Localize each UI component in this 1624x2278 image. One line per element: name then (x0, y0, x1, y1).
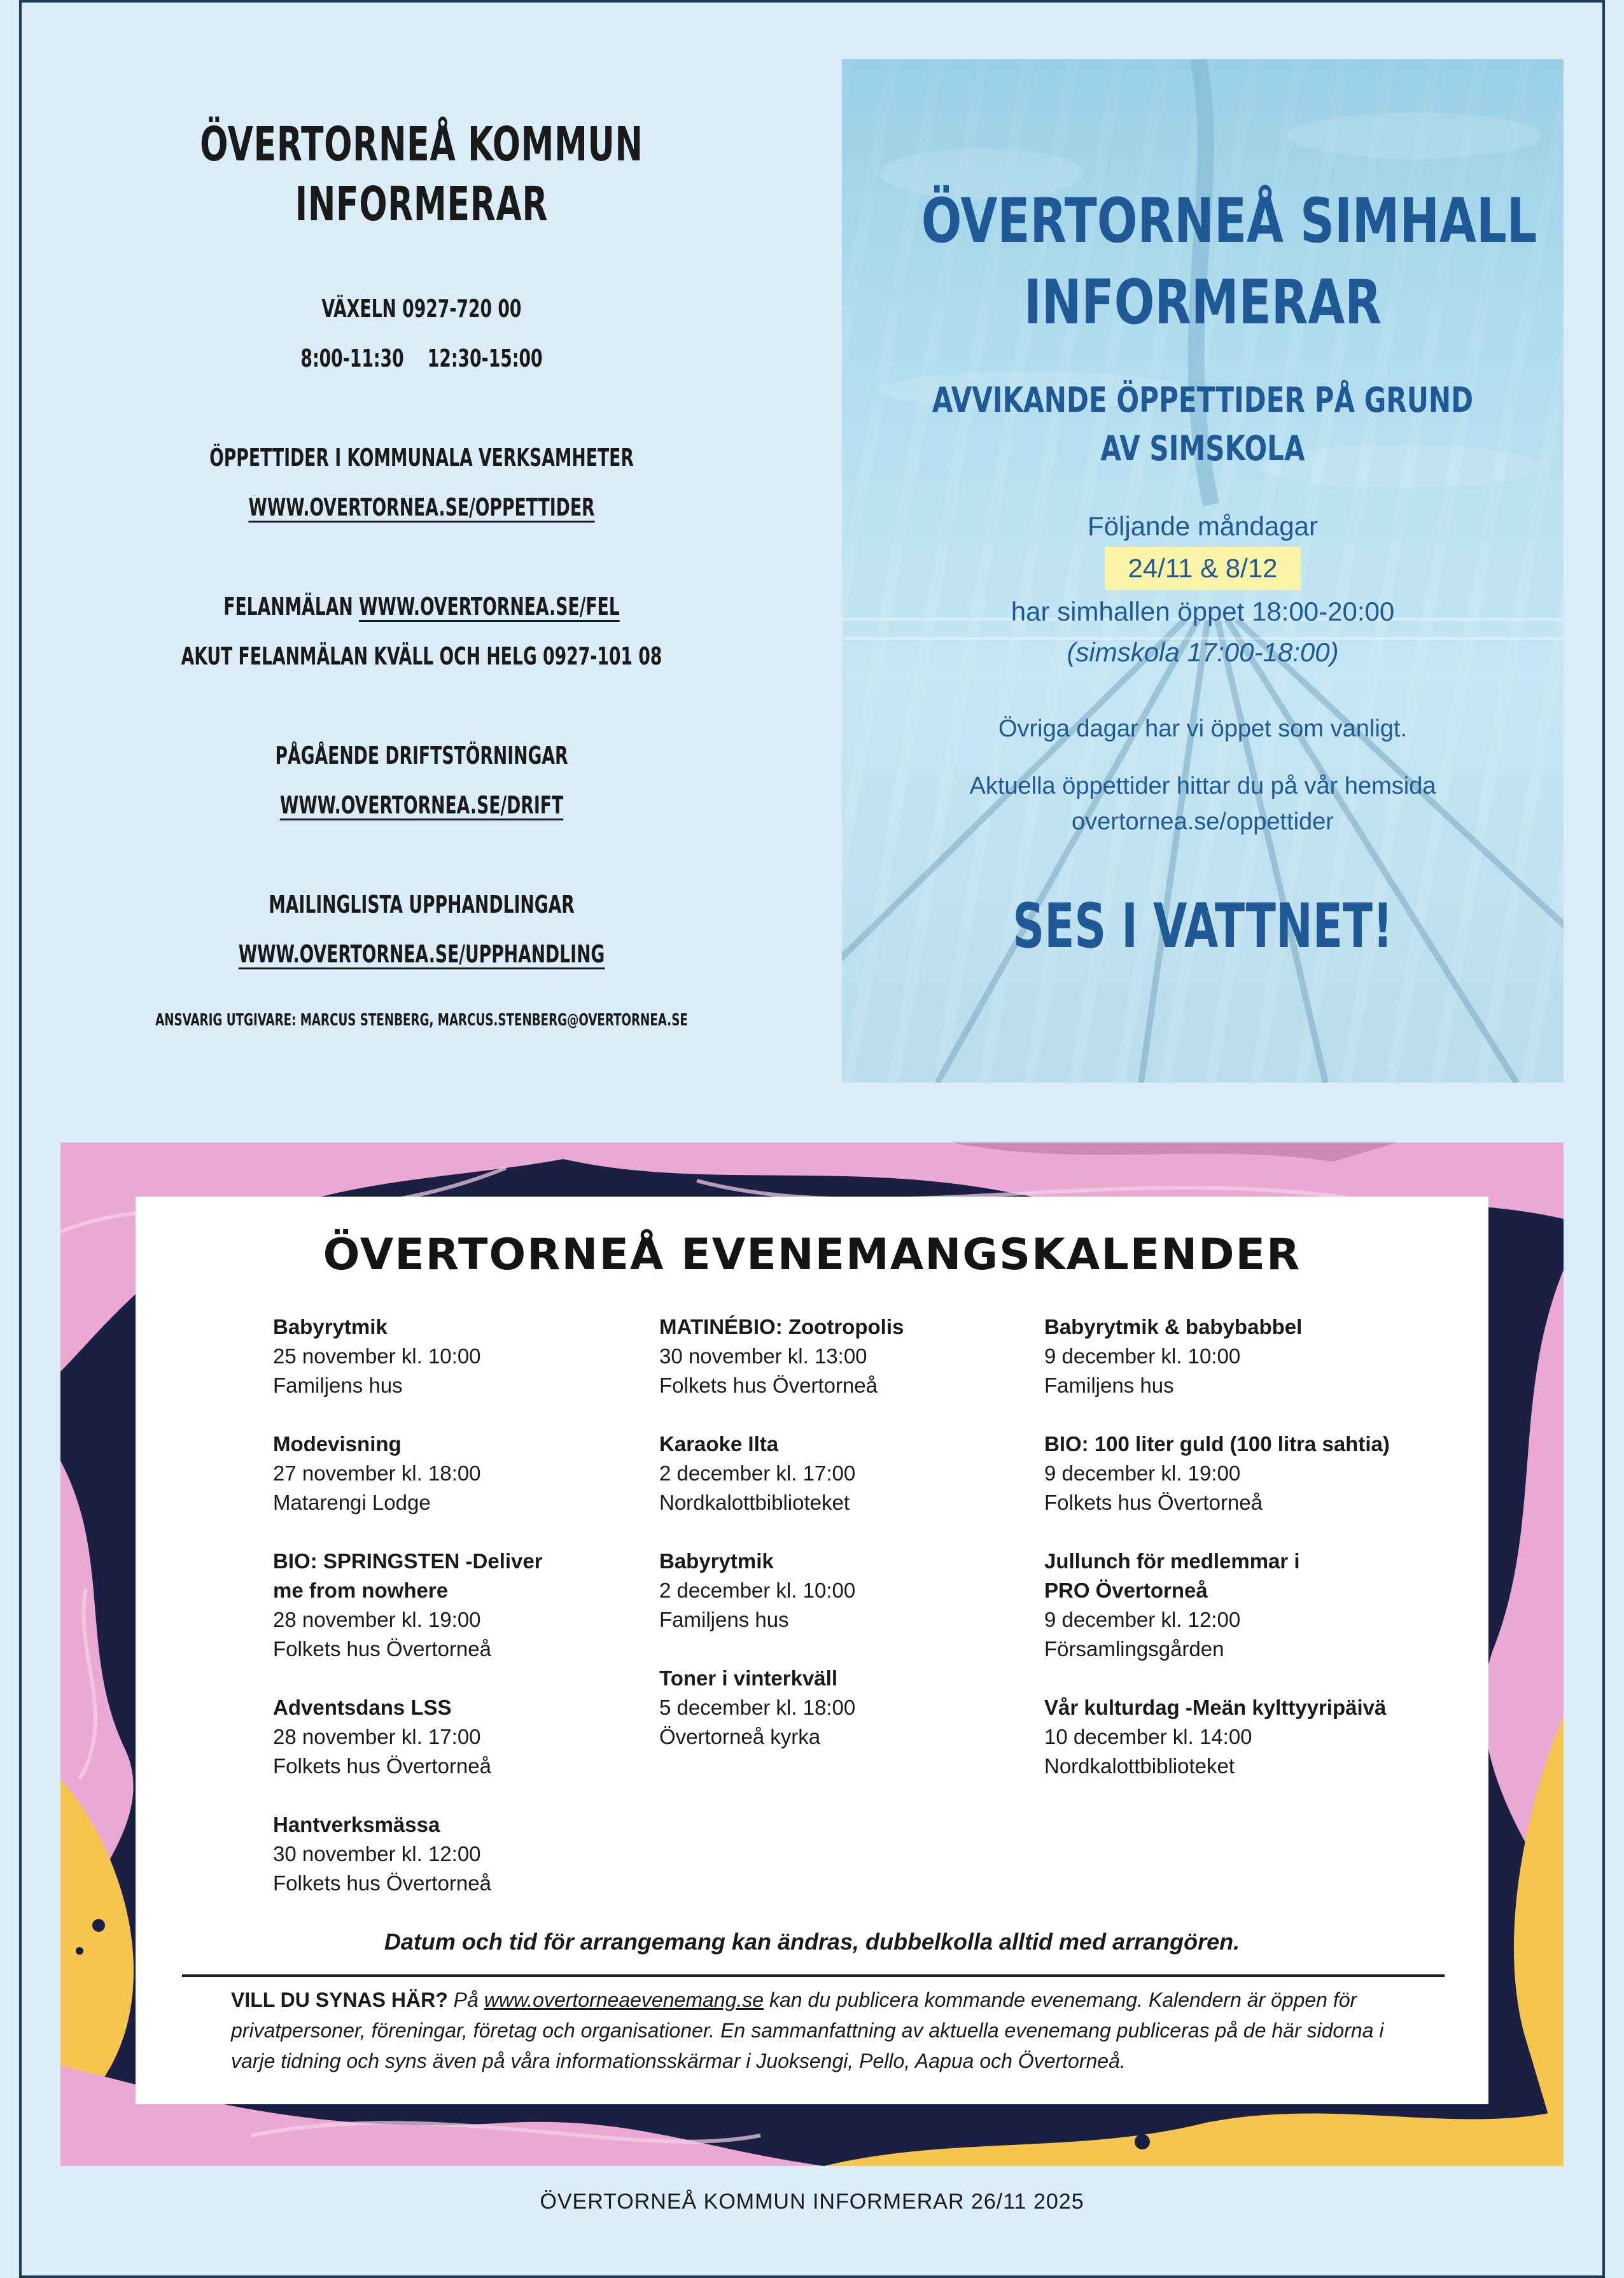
municipality-info (64, 115, 780, 1030)
event-place: Familjens hus (659, 1608, 789, 1631)
mailing-list-link[interactable]: WWW.OVERTORNEA.SE/UPPHANDLING (238, 940, 605, 968)
calendar-submission-info (231, 1985, 1415, 2076)
event-item (1044, 1547, 1426, 1664)
switchboard-phone: VÄXELN 0927-720 00 (321, 295, 522, 323)
event-date: 30 november kl. 13:00 (659, 1344, 867, 1368)
switchboard-hours: 8:00-11:30 12:30-15:00 (300, 344, 543, 372)
event-place: Folkets hus Övertorneå (273, 1871, 491, 1895)
highlighted-dates: 24/11 & 8/12 (1105, 547, 1300, 590)
event-title: Toner i vinterkväll (659, 1666, 837, 1690)
event-place: Familjens hus (273, 1374, 403, 1397)
event-item (1044, 1312, 1426, 1400)
event-item (273, 1430, 655, 1517)
event-date: 5 december kl. 18:00 (659, 1696, 856, 1719)
poster-subtitle-line2: AV SIMSKOLA (1100, 428, 1305, 468)
event-date: 25 november kl. 10:00 (273, 1344, 481, 1368)
submission-pre: På (447, 1988, 484, 2011)
poster-subtitle-line1: AVVIKANDE ÖPPETTIDER PÅ GRUND (932, 380, 1474, 420)
info-title-line2: INFORMERAR (295, 177, 549, 232)
opening-hours-link[interactable]: WWW.OVERTORNEA.SE/OPPETTIDER (248, 493, 595, 521)
current-hours-line1: Aktuella öppettider hittar du på vår hemsida (969, 773, 1436, 799)
event-place: Församlingsgården (1044, 1637, 1224, 1661)
mailing-list-label: MAILINGLISTA UPPHANDLINGAR (269, 890, 575, 918)
event-calendar (136, 1197, 1488, 2104)
event-place: Familjens hus (1044, 1374, 1174, 1397)
poster-title-line2: INFORMERAR (1024, 267, 1382, 338)
publisher-credit: ANSVARIG UTGIVARE: MARCUS STENBERG, MARCUS.STENBERG@OVERTORNEA.SE (155, 1011, 688, 1030)
event-date: 28 november kl. 17:00 (273, 1725, 481, 1748)
event-date: 2 december kl. 10:00 (659, 1578, 856, 1602)
event-date: 9 december kl. 19:00 (1044, 1461, 1241, 1485)
urgent-fault-report: AKUT FELANMÄLAN KVÄLL OCH HELG 0927-101 08 (181, 642, 662, 670)
event-place: Matarengi Lodge (273, 1491, 431, 1514)
event-title: Babyrytmik (659, 1549, 774, 1573)
disruptions-link[interactable]: WWW.OVERTORNEA.SE/DRIFT (279, 791, 564, 819)
fault-report-link[interactable]: WWW.OVERTORNEA.SE/FEL (359, 593, 620, 621)
poster-title-line1: ÖVERTORNEÅ SIMHALL (921, 185, 1537, 257)
event-place: Nordkalottbiblioteket (1044, 1754, 1235, 1778)
event-item (659, 1430, 1041, 1517)
event-title: Jullunch för medlemmar i PRO Övertorneå (1044, 1549, 1300, 1602)
event-title: Karaoke Ilta (659, 1432, 779, 1456)
submission-text: kan du publicera kommande evenemang. Kalendern är öppen för privatpersoner, föreningar, företag och organisationer. En sammanfattning av aktuella evenemang publiceras på de här sidorna i varje tidning och syns även på våra informationsskärmar i Juoksengi, Pello, Aapua och Övertorneå. (231, 1988, 1384, 2072)
event-item (659, 1547, 1041, 1635)
event-title: Babyrytmik (273, 1315, 388, 1339)
event-item (273, 1693, 655, 1781)
event-title: Modevisning (273, 1432, 402, 1456)
other-days-note: Övriga dagar har vi öppet som vanligt. (998, 715, 1408, 742)
page-footer: ÖVERTORNEÅ KOMMUN INFORMERAR 26/11 2025 (540, 2190, 1084, 2214)
open-hours: har simhallen öppet 18:00-20:00 (1011, 596, 1395, 626)
event-date: 9 december kl. 10:00 (1044, 1344, 1241, 1368)
event-place: Folkets hus Övertorneå (273, 1637, 491, 1661)
fault-report-label: FELANMÄLAN (223, 593, 360, 621)
event-title: BIO: 100 liter guld (100 litra sahtia) (1044, 1432, 1390, 1456)
calendar-column-2 (659, 1312, 1041, 1781)
swimming-hall-poster (842, 59, 1564, 1083)
calendar-disclaimer: Datum och tid för arrangemang kan ändras, dubbelkolla alltid med arrangören. (384, 1929, 1240, 1955)
calendar-column-1 (273, 1312, 655, 1927)
events-website-link[interactable]: www.overtorneaevenemang.se (484, 1988, 764, 2011)
info-title-line1: ÖVERTORNEÅ KOMMUN (200, 117, 643, 172)
event-item (273, 1810, 655, 1898)
event-place: Nordkalottbiblioteket (659, 1491, 850, 1514)
see-you-in-water: SES I VATTNET! (1012, 890, 1393, 962)
calendar-column-3 (1044, 1312, 1426, 1810)
event-date: 9 december kl. 12:00 (1044, 1608, 1241, 1631)
event-date: 27 november kl. 18:00 (273, 1461, 481, 1485)
event-item (273, 1547, 655, 1664)
submission-lead: VILL DU SYNAS HÄR? (231, 1988, 448, 2011)
event-title: BIO: SPRINGSTEN -Deliver me from nowhere (273, 1549, 543, 1602)
current-hours-link[interactable]: overtornea.se/oppettider (1072, 808, 1334, 835)
disruptions-label: PÅGÅENDE DRIFTSTÖRNINGAR (275, 742, 568, 770)
event-date: 30 november kl. 12:00 (273, 1842, 481, 1866)
event-title: Hantverksmässa (273, 1813, 440, 1836)
event-item (273, 1312, 655, 1400)
event-place: Folkets hus Övertorneå (659, 1374, 878, 1397)
calendar-title: ÖVERTORNEÅ EVENEMANGSKALENDER (323, 1230, 1301, 1280)
following-mondays: Följande måndagar (1088, 511, 1318, 541)
event-place: Folkets hus Övertorneå (273, 1754, 491, 1778)
event-title: Adventsdans LSS (273, 1696, 452, 1719)
event-item (1044, 1693, 1426, 1781)
event-date: 10 december kl. 14:00 (1044, 1725, 1252, 1748)
event-item (659, 1664, 1041, 1752)
event-date: 28 november kl. 19:00 (273, 1608, 481, 1631)
swim-school-hours: (simskola 17:00-18:00) (1067, 637, 1339, 667)
divider (182, 1974, 1445, 1977)
event-place: Övertorneå kyrka (659, 1725, 821, 1748)
event-date: 2 december kl. 17:00 (659, 1461, 856, 1485)
opening-hours-label: ÖPPETTIDER I KOMMUNALA VERKSAMHETER (209, 444, 634, 472)
event-title: MATINÉBIO: Zootropolis (659, 1315, 904, 1339)
event-place: Folkets hus Övertorneå (1044, 1491, 1263, 1514)
event-title: Babyrytmik & babybabbel (1044, 1315, 1303, 1339)
event-item (1044, 1430, 1426, 1517)
event-item (659, 1312, 1041, 1400)
event-title: Vår kulturdag -Meän kylttyyripäivä (1044, 1696, 1387, 1719)
